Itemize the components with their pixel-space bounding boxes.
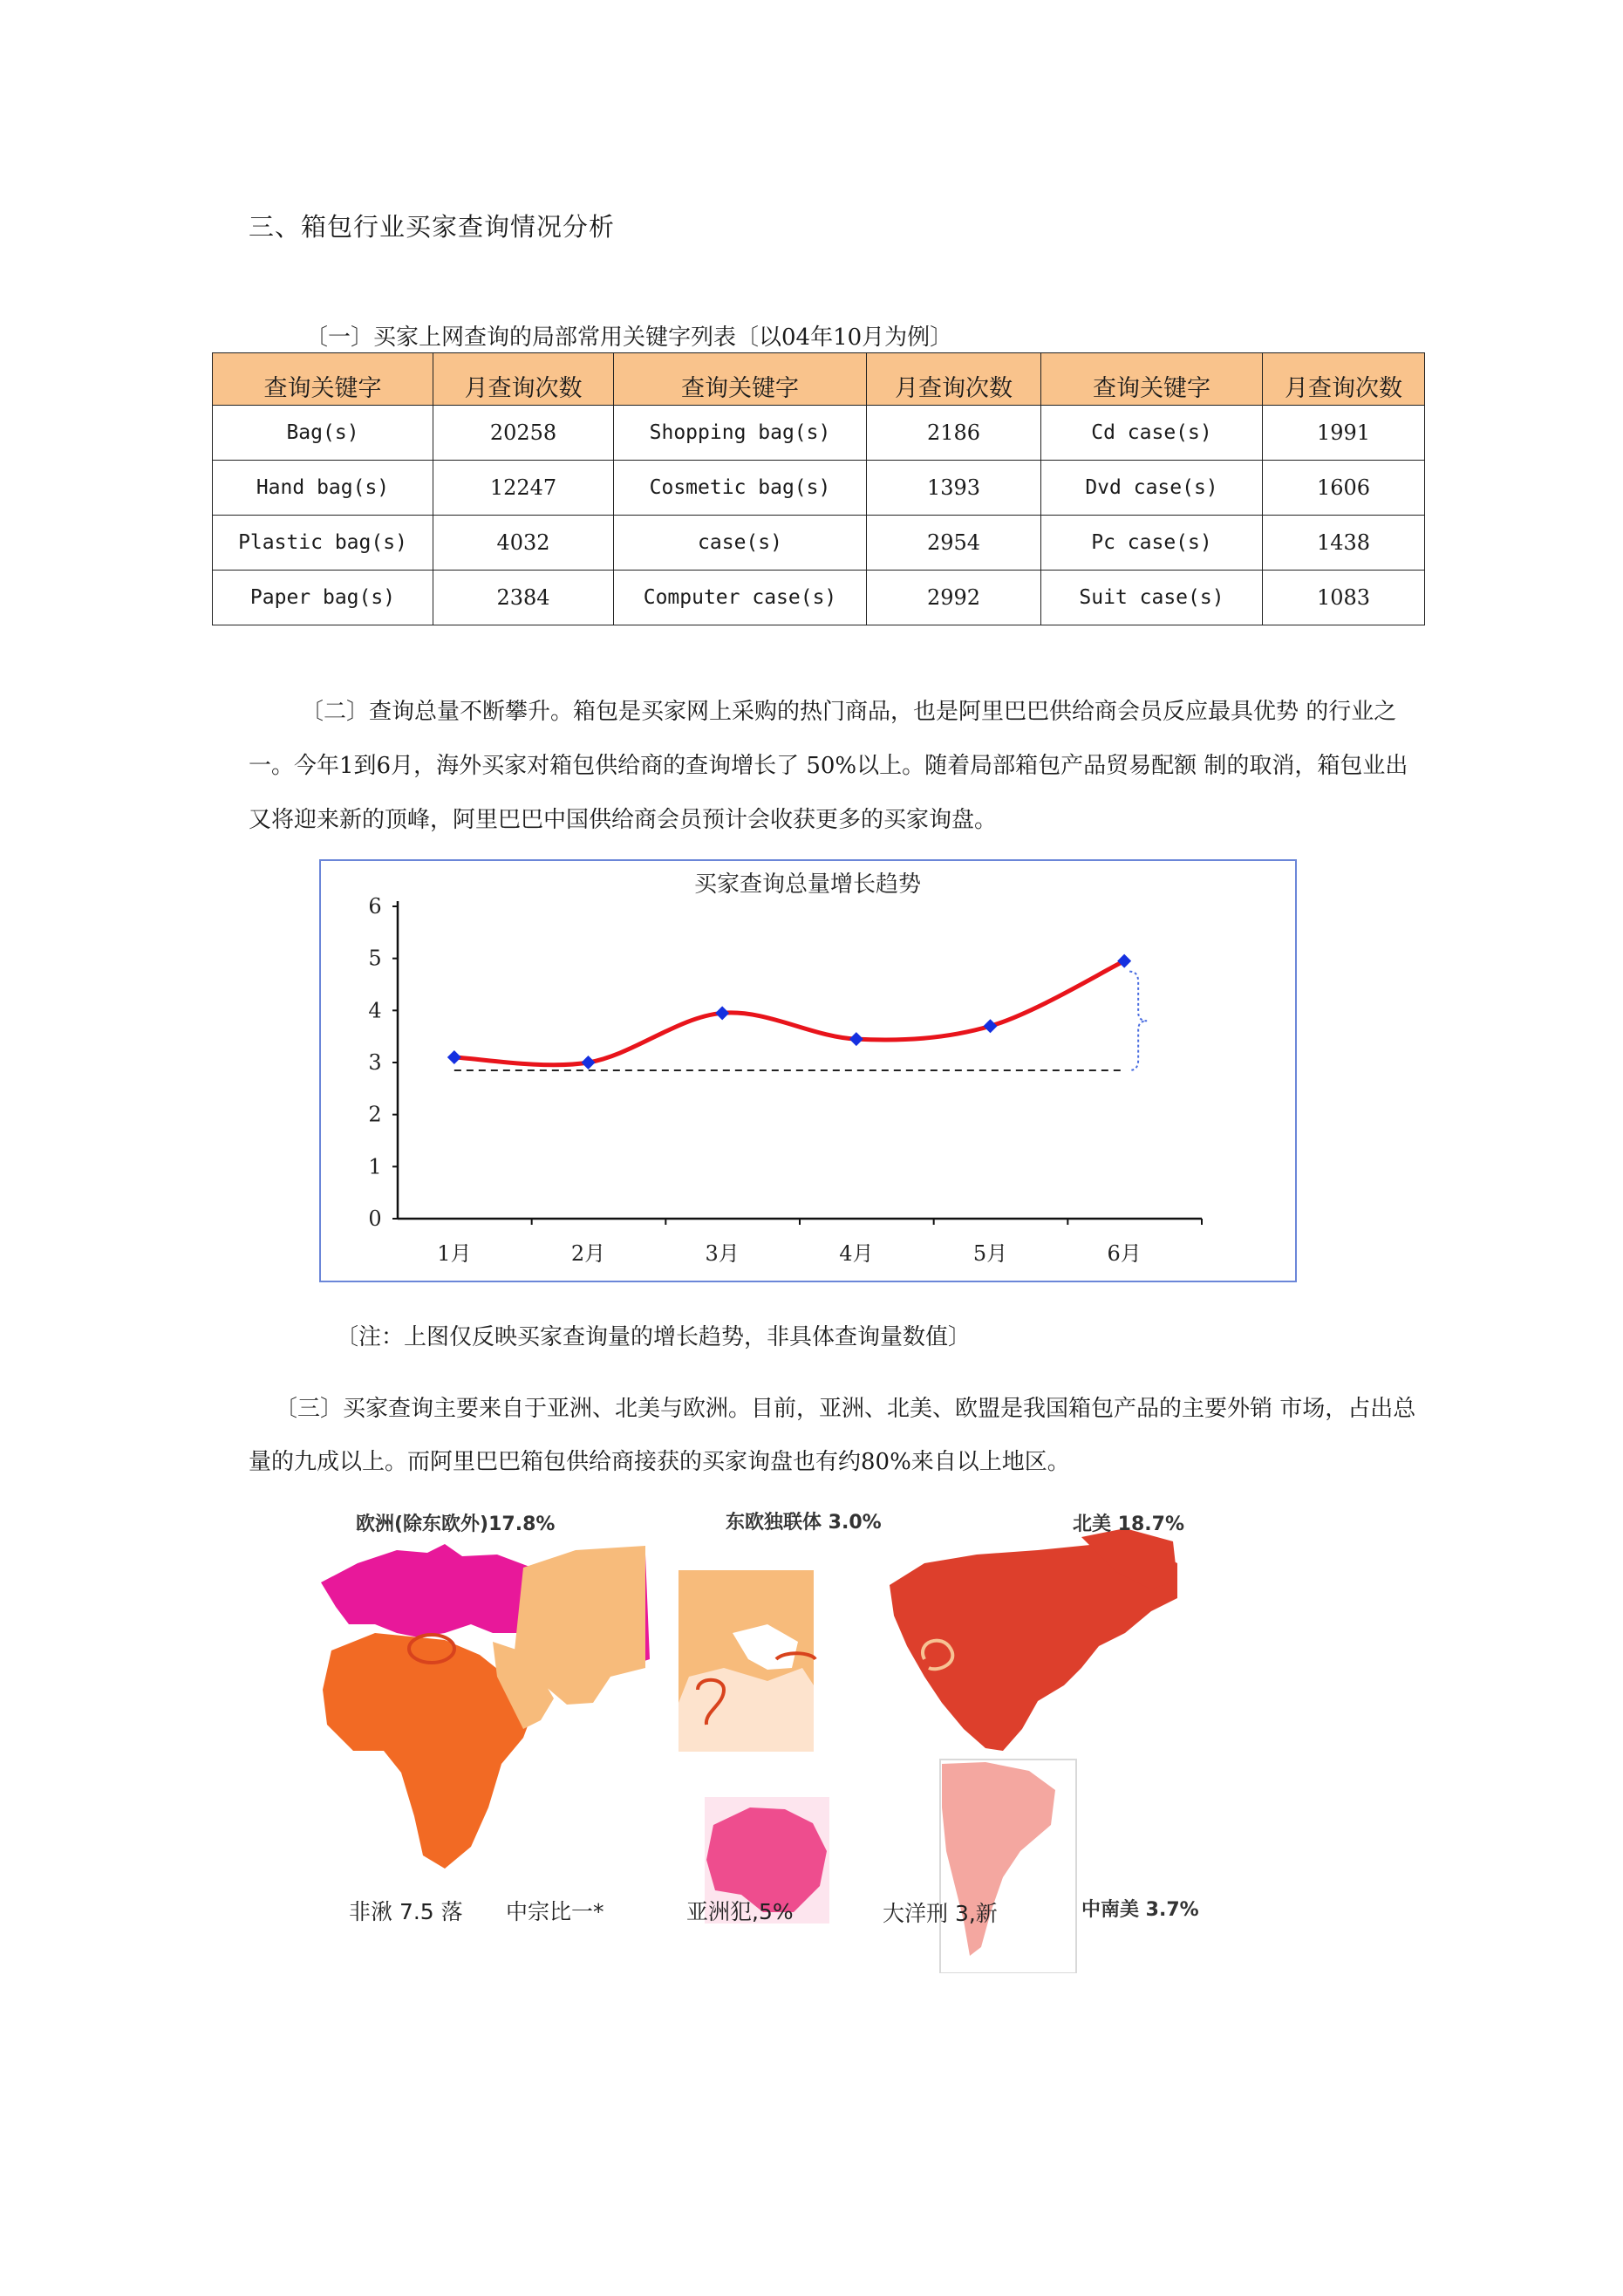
table-row: [213, 461, 1425, 516]
label-africa: 非湫 7.5 落: [349, 1899, 463, 1924]
col-header: 月查询次数: [1263, 353, 1425, 406]
map-north-america: [890, 1528, 1177, 1751]
col-header: 查询关键字: [1041, 353, 1263, 406]
count-cell: 20258: [433, 406, 614, 461]
count-cell: 4032: [433, 516, 614, 571]
map-asia: [679, 1570, 815, 1752]
y-tick-label: 1: [368, 1154, 382, 1179]
col-header: 月查询次数: [433, 353, 614, 406]
keyword-cell: case(s): [614, 516, 867, 571]
keyword-table: [212, 352, 1425, 625]
data-point: [447, 1050, 461, 1064]
chart-note: 〔注：上图仅反映买家查询量的增长趋势，非具体查询量数值〕: [336, 1324, 972, 1350]
x-tick-label: 5月: [972, 1241, 1008, 1266]
label-europe: 欧洲(除东欧外)17.8%: [356, 1514, 556, 1535]
paragraph-growth: 〔二〕查询总量不断攀升。箱包是买家网上采购的热门商品，也是阿里巴巴供给商会员反应最具优势 的行业之一。今年1到6月，海外买家对箱包供给商的查询增长了 50%以上。随着局部箱包产品贸易配额 制的取消，箱包业出又将迎来新的顶峰，阿里巴巴中国供给商会员预计会收获更多的买家询盘。: [249, 699, 1408, 833]
label-east-europe: 东欧独联体 3.0%: [726, 1512, 882, 1534]
count-cell: 2954: [867, 516, 1041, 571]
y-tick-label: 3: [368, 1050, 382, 1075]
x-tick-label: 3月: [705, 1241, 740, 1266]
col-header: 月查询次数: [867, 353, 1041, 406]
keyword-cell: Shopping bag(s): [614, 406, 867, 461]
paragraph-regions: 〔三〕买家查询主要来自于亚洲、北美与欧洲。目前，亚洲、北美、欧盟是我国箱包产品的主要外销 市场，占出总量的九成以上。而阿里巴巴箱包供给商接获的买家询盘也有约80%来自以上地区。: [249, 1396, 1416, 1475]
data-point: [582, 1056, 596, 1069]
keyword-cell: Pc case(s): [1041, 516, 1263, 571]
y-tick-label: 5: [368, 946, 382, 971]
growth-brace: [1129, 972, 1147, 1070]
data-point: [849, 1032, 863, 1046]
keyword-cell: Cosmetic bag(s): [614, 461, 867, 516]
y-tick-label: 6: [368, 894, 382, 919]
series-line: [454, 961, 1124, 1065]
trend-chart: [319, 859, 1297, 1282]
trend-chart-svg: [321, 861, 1295, 1281]
y-tick-label: 4: [368, 998, 382, 1023]
count-cell: 1606: [1263, 461, 1425, 516]
keyword-cell: Paper bag(s): [213, 571, 433, 625]
table-row: [213, 516, 1425, 571]
map-europe-africa: [321, 1544, 650, 1869]
keyword-cell: Computer case(s): [614, 571, 867, 625]
x-tick-label: 2月: [570, 1241, 606, 1266]
keyword-cell: Suit case(s): [1041, 571, 1263, 625]
label-asia: 亚洲犯,5%: [686, 1899, 794, 1924]
section-heading: 三、箱包行业买家查询情况分析: [249, 212, 616, 242]
col-header: 查询关键字: [213, 353, 433, 406]
keyword-cell: Dvd case(s): [1041, 461, 1263, 516]
x-tick-label: 1月: [437, 1241, 472, 1266]
count-cell: 2186: [867, 406, 1041, 461]
count-cell: 1393: [867, 461, 1041, 516]
x-tick-label: 6月: [1107, 1241, 1142, 1266]
keyword-cell: Plastic bag(s): [213, 516, 433, 571]
label-oceania: 大洋刑 3,新: [883, 1901, 998, 1926]
table-row: [213, 406, 1425, 461]
count-cell: 2384: [433, 571, 614, 625]
count-cell: 12247: [433, 461, 614, 516]
count-cell: 1991: [1263, 406, 1425, 461]
y-tick-label: 2: [368, 1102, 382, 1127]
keyword-cell: Cd case(s): [1041, 406, 1263, 461]
table-header-row: [213, 353, 1425, 406]
keyword-cell: Hand bag(s): [213, 461, 433, 516]
y-tick-label: 0: [368, 1206, 382, 1231]
x-tick-label: 4月: [839, 1241, 874, 1266]
count-cell: 1083: [1263, 571, 1425, 625]
label-north-america: 北美 18.7%: [1073, 1514, 1184, 1535]
data-point: [984, 1019, 998, 1033]
label-middle-east: 中宗比一*: [506, 1899, 604, 1924]
table-row: [213, 571, 1425, 625]
label-latin-america: 中南美 3.7%: [1081, 1899, 1199, 1921]
map-south-america: [940, 1760, 1076, 1973]
keyword-cell: Bag(s): [213, 406, 433, 461]
count-cell: 2992: [867, 571, 1041, 625]
table-caption: 〔一〕买家上网查询的局部常用关键字列表〔以04年10月为例〕: [305, 325, 953, 351]
col-header: 查询关键字: [614, 353, 867, 406]
count-cell: 1438: [1263, 516, 1425, 571]
data-point: [715, 1006, 729, 1020]
chart-title: 买家查询总量增长趋势: [693, 871, 922, 898]
